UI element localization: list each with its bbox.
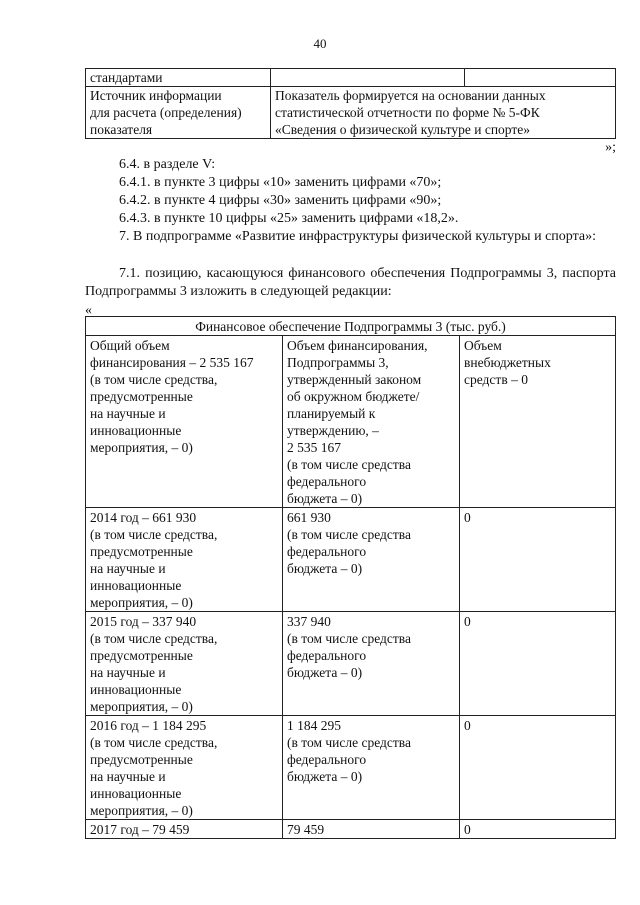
cell-line: (в том числе средства [287,527,411,542]
closing-quote: »; [605,140,616,155]
cell-line: на научные и [90,665,166,680]
table-cell [86,820,283,839]
cell-line: 1 184 295 [287,718,341,733]
cell-line: Объем финансирования, [287,338,428,353]
table-row [86,87,616,139]
table-cell [86,612,283,716]
cell-line: средств – 0 [464,372,528,387]
cell-line: на научные и [90,561,166,576]
info-source-label [86,87,271,139]
cell-line: 0 [464,718,471,733]
cell-line: Показатель формируется на основании данных [275,88,546,103]
cell-line: 337 940 [287,614,331,629]
cell-line: об окружном бюджете/ [287,389,420,404]
cell-line: федерального [287,474,367,489]
table-cell [460,820,616,839]
table-cell [465,69,616,87]
cell-line: 2016 год – 1 184 295 [90,718,207,733]
table-cell [460,612,616,716]
paragraph-6-4: 6.4. в разделе V: [119,157,216,172]
table-cell [86,508,283,612]
table-cell [283,336,460,508]
opening-quote: « [85,303,92,318]
cell-line: (в том числе средства, [90,372,218,387]
cell-line: 2014 год – 661 930 [90,510,197,525]
cell-line: 2 535 167 [287,440,341,455]
table-header-row [86,317,616,336]
page-number: 40 [313,36,327,51]
cell-line: финансирования – 2 535 167 [90,355,254,370]
table-row [86,336,616,508]
paragraph-6-4-2: 6.4.2. в пункте 4 цифры «30» заменить цифрами «90»; [119,193,442,208]
table-row [86,820,616,839]
cell-line: бюджета – 0) [287,665,363,680]
table-cell: стандартами [86,69,271,87]
cell-line: предусмотренные [90,389,193,404]
indicator-table [85,68,616,139]
cell-line: инновационные [90,578,182,593]
cell-line: инновационные [90,786,182,801]
cell-line: Объем [464,338,502,353]
paragraph-7-1: 7.1. позицию, касающуюся финансового обеспечения Подпрограммы 3, паспорта Подпрограммы 3 изложить в следующей редакции: [85,266,616,299]
cell-line: (в том числе средства [287,735,411,750]
table-row [86,716,616,820]
cell-line: федерального [287,648,367,663]
cell-line: бюджета – 0) [287,561,363,576]
cell-line: (в том числе средства, [90,735,218,750]
cell-line: Источник информации [90,88,222,103]
cell-line: мероприятия, – 0) [90,440,193,455]
cell-line: (в том числе средства [287,457,411,472]
cell-line: мероприятия, – 0) [90,699,193,714]
cell-line: предусмотренные [90,544,193,559]
table-cell [86,336,283,508]
cell-line: бюджета – 0) [287,491,363,506]
cell-line: бюджета – 0) [287,769,363,784]
cell-line: внебюджетных [464,355,551,370]
cell-line: утвержденный законом [287,372,422,387]
finance-table-header: Финансовое обеспечение Подпрограммы 3 (тыс. руб.) [86,317,616,336]
paragraph-7: 7. В подпрограмме «Развитие инфраструктуры физической культуры и спорта»: [119,229,596,244]
cell-line: Подпрограммы 3, [287,355,389,370]
cell-line: 0 [464,510,471,525]
cell-line: на научные и [90,406,166,421]
cell-line: «Сведения о физической культуре и спорте» [275,122,531,137]
table-cell [460,508,616,612]
cell-line: (в том числе средства [287,631,411,646]
cell-line: Общий объем [90,338,170,353]
table-cell [86,716,283,820]
table-cell [460,716,616,820]
cell-line: 2015 год – 337 940 [90,614,197,629]
cell-line: инновационные [90,682,182,697]
cell-line: утверждению, – [287,423,379,438]
paragraph-6-4-3: 6.4.3. в пункте 10 цифры «25» заменить цифрами «18,2». [119,211,459,226]
paragraph-6-4-1: 6.4.1. в пункте 3 цифры «10» заменить цифрами «70»; [119,175,442,190]
table-row [86,69,616,87]
table-cell [283,716,460,820]
cell-line: мероприятия, – 0) [90,595,193,610]
table-cell [271,69,465,87]
table-row [86,508,616,612]
cell-line: (в том числе средства, [90,527,218,542]
cell-line: планируемый к [287,406,376,421]
cell-line: показателя [90,122,153,137]
cell-line: статистической отчетности по форме № 5-ФК [275,105,540,120]
cell-line: (в том числе средства, [90,631,218,646]
cell-line: 79 459 [287,822,325,837]
cell-line: 2017 год – 79 459 [90,822,190,837]
cell-line: 0 [464,614,471,629]
finance-table [85,316,616,839]
cell-line: для расчета (определения) [90,105,242,120]
cell-line: федерального [287,752,367,767]
cell-line: инновационные [90,423,182,438]
cell-line: 0 [464,822,471,837]
cell-line: 661 930 [287,510,331,525]
table-cell [283,508,460,612]
table-cell [460,336,616,508]
table-row [86,612,616,716]
cell-line: предусмотренные [90,752,193,767]
cell-line: мероприятия, – 0) [90,803,193,818]
table-cell [283,820,460,839]
cell-line: на научные и [90,769,166,784]
info-source-value [271,87,616,139]
cell-line: федерального [287,544,367,559]
cell-line: предусмотренные [90,648,193,663]
table-cell [283,612,460,716]
